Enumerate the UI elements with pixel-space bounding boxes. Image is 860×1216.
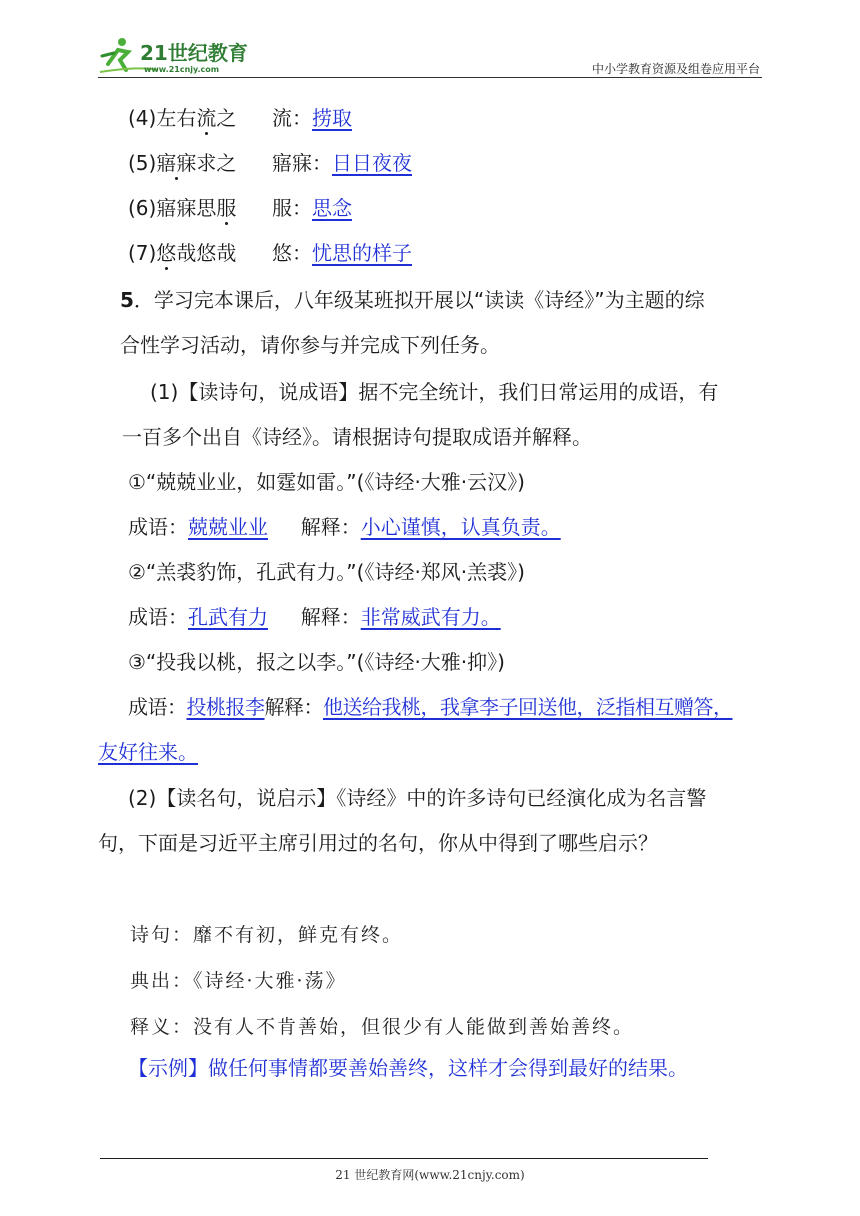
quote-3: ③“投我以桃，报之以李。”(《诗经·大雅·抑》) xyxy=(128,650,505,674)
runner-logo-icon xyxy=(98,36,258,76)
idiom-answer: 孔武有力 xyxy=(188,605,268,629)
idiom-answer: 兢兢业业 xyxy=(188,515,268,539)
question-5-stem-line2: 合性学习活动，请你参与并完成下列任务。 xyxy=(120,333,500,357)
svg-text:www.21cnjy.com: www.21cnjy.com xyxy=(144,65,220,74)
idiom-answer: 投桃报李 xyxy=(186,695,265,719)
example-answer: 【示例】做任何事情都要善始善终，这样才会得到最好的结果。 xyxy=(128,1056,688,1080)
header-divider xyxy=(98,77,762,78)
site-logo xyxy=(98,36,258,76)
question-5-stem-line1: 5．学习完本课后，八年级某班拟开展以“读读《诗经》”为主题的综 xyxy=(120,288,705,312)
idiom-row-3: 成语：投桃报李解释：他送给我桃，我拿李子回送他，泛指相互赠答， xyxy=(128,695,733,719)
vocab-answer-4: 流：捞取 xyxy=(272,106,352,130)
vocab-item-5: (5)寤寐求之 xyxy=(128,151,237,175)
vocab-item-4: (4)左右流之 xyxy=(128,106,237,130)
explanation-answer: 小心谨慎，认真负责。 xyxy=(360,515,561,539)
part2-prompt-line1: (2)【读名句，说启示】《诗经》中的许多诗句已经演化成为名言警 xyxy=(128,786,707,810)
poem-line: 诗句：靡不有初，鲜克有终。 xyxy=(130,924,404,946)
explanation-answer: 非常威武有力。 xyxy=(360,605,501,629)
meaning-line: 释义：没有人不肯善始，但很少有人能做到善始善终。 xyxy=(130,1016,635,1038)
part2-prompt-line2: 句，下面是习近平主席引用过的名句，你从中得到了哪些启示？ xyxy=(98,831,658,855)
vocab-item-7: (7)悠哉悠哉 xyxy=(128,241,237,265)
explanation-continued: 友好往来。 xyxy=(98,740,198,764)
idiom-row-1: 成语：兢兢业业 解释：小心谨慎，认真负责。 xyxy=(128,515,561,539)
vocab-answer-5: 寤寐：日日夜夜 xyxy=(272,151,412,175)
explanation-answer: 他送给我桃，我拿李子回送他，泛指相互赠答， xyxy=(323,695,733,719)
footer-site: 21 世纪教育网(www.21cnjy.com) xyxy=(335,1168,525,1182)
quote-2: ②“羔裘豹饰，孔武有力。”(《诗经·郑风·羔裘》) xyxy=(128,560,525,584)
vocab-item-6: (6)寤寐思服 xyxy=(128,196,237,220)
svg-text:21世纪教育: 21世纪教育 xyxy=(140,41,248,65)
platform-name: 中小学教育资源及组卷应用平台 xyxy=(591,62,760,76)
source-line: 典出：《诗经·大雅·荡》 xyxy=(130,970,347,992)
part1-prompt-line2: 一百多个出自《诗经》。请根据诗句提取成语并解释。 xyxy=(122,425,592,449)
quote-1: ①“兢兢业业，如霆如雷。”(《诗经·大雅·云汉》) xyxy=(128,470,525,494)
example-label: 【示例】 xyxy=(128,1056,208,1080)
part1-prompt-line1: (1)【读诗句，说成语】据不完全统计，我们日常运用的成语，有 xyxy=(150,380,719,404)
idiom-row-2: 成语：孔武有力 解释：非常威武有力。 xyxy=(128,605,501,629)
vocab-answer-6: 服：思念 xyxy=(272,196,352,220)
vocab-answer-7: 悠：忧思的样子 xyxy=(272,241,412,265)
question-number: 5 xyxy=(120,288,134,312)
footer-divider xyxy=(100,1158,708,1159)
